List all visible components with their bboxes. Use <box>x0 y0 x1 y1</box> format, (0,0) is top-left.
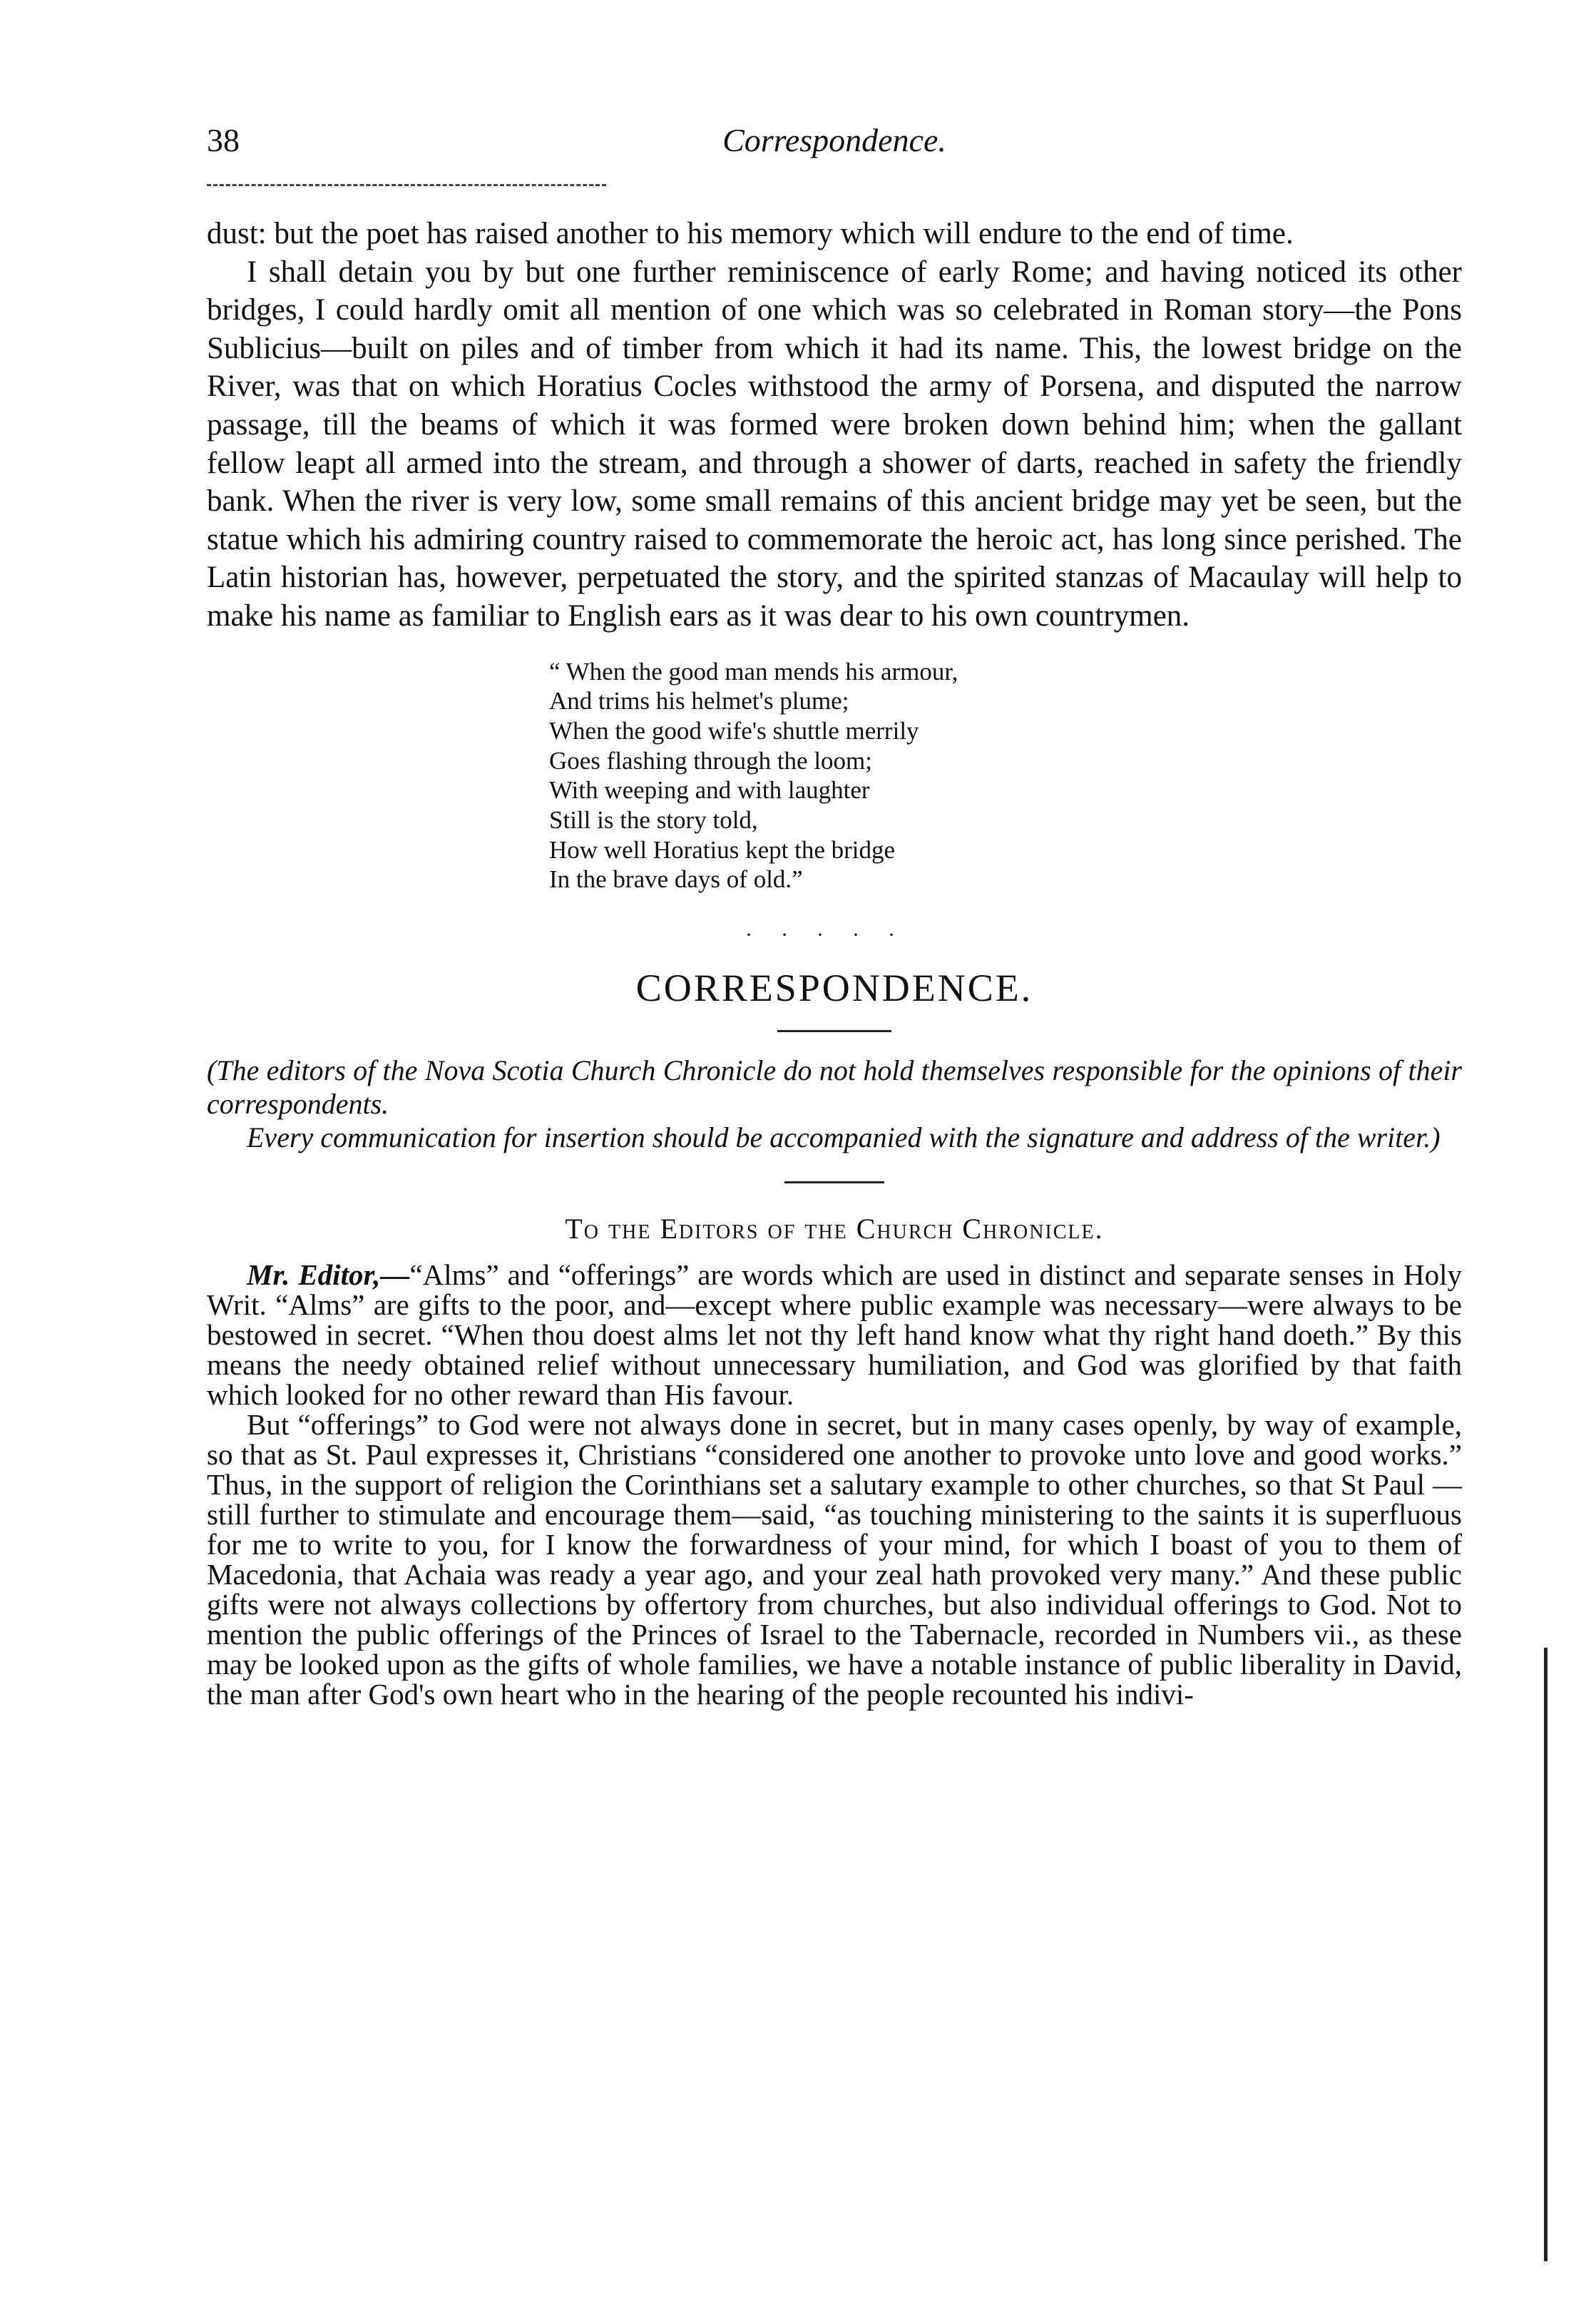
poem-line: When the good wife's shuttle merrily <box>549 716 919 745</box>
page-number: 38 <box>207 122 240 158</box>
article-paragraph: dust: but the poet has raised another to his memory which will endure to the end of time. <box>207 217 1294 250</box>
header-rule <box>207 184 606 186</box>
poem-line: How well Horatius kept the bridge <box>549 835 896 864</box>
letter-paragraph-text: “Alms” and “offerings” are words which are used in distinct and separate senses in Holy Writ. “Alms” are gifts to the poor, and—except where public example was necessary—were always to be bestowed in secret. “When thou doest alms let not thy left hand know what thy right hand doeth.” By this means the needy obtained relief without unnecessary humiliation, and God was glorified by that faith which looked for no other reward than His favour. <box>207 1258 1462 1412</box>
divider-rule <box>784 1181 884 1183</box>
letter-paragraph: But “offerings” to God were not always done in secret, but in many cases openly, by way of example, so that as St. Paul expresses it, Christians “considered one another to provoke unto love and good works.” Thus, in the support of religion the Corinthians set a salutary example to other churches, so that St Paul —still further to stimulate and encourage them—said, “as touching ministering to the saints it is superfluous for me to write to you, for I know the forwardness of your mind, for which I boast of you to them of Macedonia, that Achaia was ready a year ago, and your zeal hath provoked very many.” And these public gifts were not always collections by offertory from churches, but also individual offerings to God. Not to mention the public offerings of the Princes of Israel to the Tabernacle, recorded in Numbers vii., as these may be looked upon as the gifts of whole families, we have a notable instance of public liberality in David, the man after God's own heart who in the hearing of the people recounted his indivi- <box>207 1408 1462 1711</box>
poem-line: In the brave days of old.” <box>549 865 803 894</box>
poem-line: Still is the story told, <box>549 806 758 835</box>
article-paragraph: I shall detain you by but one further reminiscence of early Rome; and having noticed its other bridges, I could hardly omit all mention of one which was so celebrated in Roman story—the Pons Sublicius—built on piles and of timber from which it had its name. This, the lowest bridge on the River, was that on which Horatius Cocles withstood the army of Porsena, and disputed the narrow passage, till the beams of which it was formed were broken down behind him; when the gallant fellow leapt all armed into the stream, and through a shower of darts, reached in safety the friendly bank. When the river is very low, some small remains of this ancient bridge may yet be seen, but the statue which his admiring country raised to commemorate the heroic act, has long since perished. The Latin historian has, however, perpetuated the story, and the spirited stanzas of Macaulay will help to make his name as familiar to English ears as it was dear to his own countrymen. <box>207 255 1462 633</box>
editorial-disclaimer: Every communication for insertion should be accompanied with the signature and address of the writer.) <box>247 1121 1441 1154</box>
section-heading: CORRESPONDENCE. <box>635 967 1033 1010</box>
letter-heading: To the Editors of the Church Chronicle. <box>565 1213 1104 1245</box>
poem-quotation <box>549 657 1462 895</box>
letter-paragraph <box>207 1260 1462 1410</box>
running-title: Correspondence. <box>722 122 946 158</box>
poem-line: “ When the good man mends his armour, <box>549 657 958 685</box>
section-divider-dots: ····· <box>745 923 924 947</box>
poem-line: And trims his helmet's plume; <box>549 687 849 715</box>
salutation: Mr. Editor,— <box>247 1258 410 1292</box>
poem-line: With weeping and with laughter <box>549 776 870 805</box>
poem-line: Goes flashing through the loom; <box>549 746 873 775</box>
editorial-disclaimer: (The editors of the Nova Scotia Church Chronicle do not hold themselves responsible for the opinions of their correspondents. <box>207 1054 1462 1121</box>
running-head <box>207 121 1462 171</box>
heading-rule <box>777 1030 891 1032</box>
page <box>207 121 1462 1709</box>
margin-scan-mark <box>1544 1648 1548 2261</box>
